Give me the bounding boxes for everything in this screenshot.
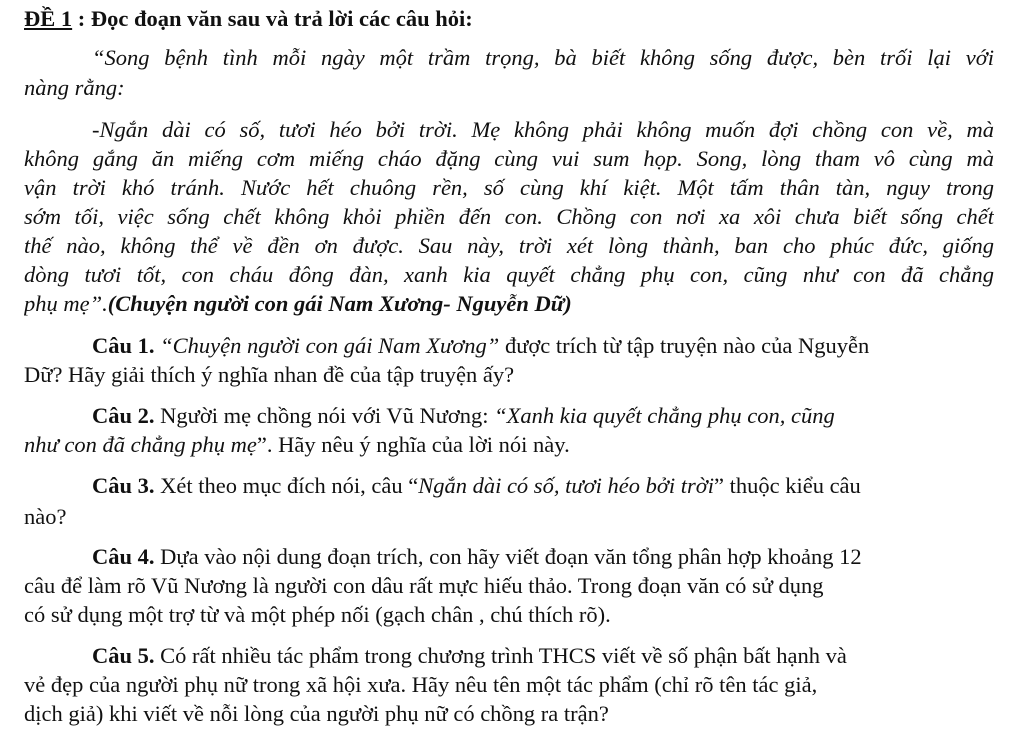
passage-line: không gắng ăn miếng cơm miếng cháo đặng cùng vui sum họp. Song, lòng tham vô cùng mà — [24, 146, 994, 171]
question-5-text: Có rất nhiều tác phẩm trong chương trình THCS viết về số phận bất hạnh và — [154, 643, 847, 668]
question-2-text: Người mẹ chồng nói với Vũ Nương: — [154, 403, 495, 428]
passage-line: “Song bệnh tình mỗi ngày một trầm trọng, bà biết không sống được, bèn trối lại với — [92, 45, 994, 70]
question-1-text: được trích từ tập truyện nào của Nguyễn — [499, 333, 870, 358]
question-5-line-3: dịch giả) khi viết về nỗi lòng của người phụ nữ có chồng ra trận? — [24, 701, 609, 726]
question-5-label: Câu 5. — [92, 643, 155, 668]
question-1-label: Câu 1. — [92, 333, 155, 358]
question-1-quote: “Chuyện người con gái Nam Xương” — [160, 333, 500, 358]
passage-line: sớm tối, việc sống chết không khỏi phiền đến con. Chồng con nơi xa xôi chưa biết sống chết — [24, 204, 994, 229]
question-3-text-end: ” thuộc kiểu câu — [713, 473, 861, 498]
question-2-quote-cont: như con đã chẳng phụ mẹ — [24, 432, 257, 457]
exam-heading — [24, 5, 994, 33]
question-3-quote: Ngắn dài có số, tươi héo bởi trời — [418, 473, 714, 498]
question-1-line-2: Dữ? Hãy giải thích ý nghĩa nhan đề của tập truyện ấy? — [24, 362, 515, 387]
question-1-line — [92, 332, 994, 360]
question-3-line-2: nào? — [24, 504, 67, 529]
question-5-line — [92, 642, 994, 670]
question-3-label: Câu 3. — [92, 473, 155, 498]
question-2-line-2 — [24, 431, 994, 459]
passage-line: nàng rằng: — [24, 75, 125, 100]
passage-line: thế nào, không thể về đền ơn được. Sau này, trời xét lòng thành, ban cho phúc đức, giống — [24, 233, 994, 258]
passage-line: -Ngắn dài có số, tươi héo bởi trời. Mẹ không phải không muốn đợi chồng con về, mà — [92, 117, 994, 142]
question-2-line — [92, 402, 994, 430]
heading-instruction: Đọc đoạn văn sau và trả lời các câu hỏi: — [90, 6, 473, 31]
question-2-text-cont: ”. Hãy nêu ý nghĩa của lời nói này. — [256, 432, 570, 457]
question-4-line-3: có sử dụng một trợ từ và một phép nối (gạch chân , chú thích rõ). — [24, 602, 611, 627]
question-3-text: Xét theo mục đích nói, câu “ — [154, 473, 419, 498]
passage-line: vận trời khó tránh. Nước hết chuông rền, số cùng khí kiệt. Một tấm thân tàn, nguy trong — [24, 175, 994, 200]
question-4-line-2: câu để làm rõ Vũ Nương là người con dâu rất mực hiếu thảo. Trong đoạn văn có sử dụng — [24, 573, 824, 598]
question-4-label: Câu 4. — [92, 544, 155, 569]
heading-colon: : — [72, 6, 91, 31]
question-2-label: Câu 2. — [92, 403, 155, 428]
passage-end-text: phụ mẹ”. — [24, 291, 108, 316]
question-5-line-2: vẻ đẹp của người phụ nữ trong xã hội xưa. Hãy nêu tên một tác phẩm (chỉ rõ tên tác giả, — [24, 672, 818, 697]
passage-line: dòng tươi tốt, con cháu đông đàn, xanh kia quyết chẳng phụ con, cũng như con đã chẳng — [24, 262, 994, 287]
passage-last-line — [24, 290, 994, 318]
question-4-text: Dựa vào nội dung đoạn trích, con hãy viết đoạn văn tổng phân hợp khoảng 12 — [154, 544, 862, 569]
question-4-line — [92, 543, 994, 571]
question-2-quote: “Xanh kia quyết chẳng phụ con, cũng — [494, 403, 835, 428]
exam-number-label: ĐỀ 1 — [24, 6, 73, 31]
passage-source: (Chuyện người con gái Nam Xương- Nguyễn Dữ) — [107, 291, 572, 316]
question-3-line — [92, 472, 994, 500]
